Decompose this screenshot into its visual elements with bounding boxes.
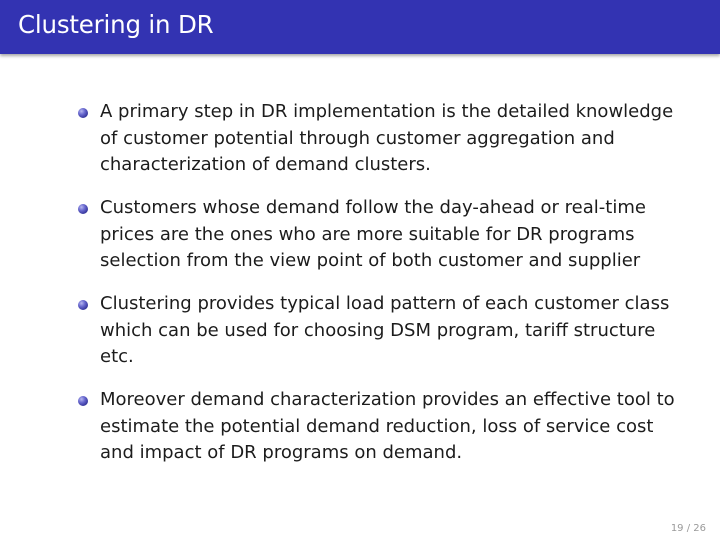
title-bar bbox=[0, 0, 720, 54]
ball-bullet-icon bbox=[78, 204, 88, 214]
bullet-item bbox=[78, 387, 678, 467]
bullet-text: Customers whose demand follow the day-ahead or real-time prices are the ones who are more suitable for DR programs selection from the view point of both customer and supplier bbox=[100, 197, 646, 271]
ball-bullet-icon bbox=[78, 108, 88, 118]
page-number: 19 / 26 bbox=[670, 523, 706, 534]
bullet-item bbox=[78, 195, 678, 275]
bullet-text: Moreover demand characterization provides an effective tool to estimate the potential demand reduction, loss of service cost and impact of DR programs on demand. bbox=[100, 389, 675, 463]
bullet-item bbox=[78, 291, 678, 371]
ball-bullet-icon bbox=[78, 396, 88, 406]
bullet-list bbox=[78, 99, 678, 483]
slide-title: Clustering in DR bbox=[18, 10, 214, 39]
ball-bullet-icon bbox=[78, 300, 88, 310]
bullet-text: Clustering provides typical load pattern of each customer class which can be used for choosing DSM program, tariff structure etc. bbox=[100, 293, 670, 367]
bullet-text: A primary step in DR implementation is the detailed knowledge of customer potential through customer aggregation and characterization of demand clusters. bbox=[100, 101, 674, 175]
bullet-item bbox=[78, 99, 678, 179]
